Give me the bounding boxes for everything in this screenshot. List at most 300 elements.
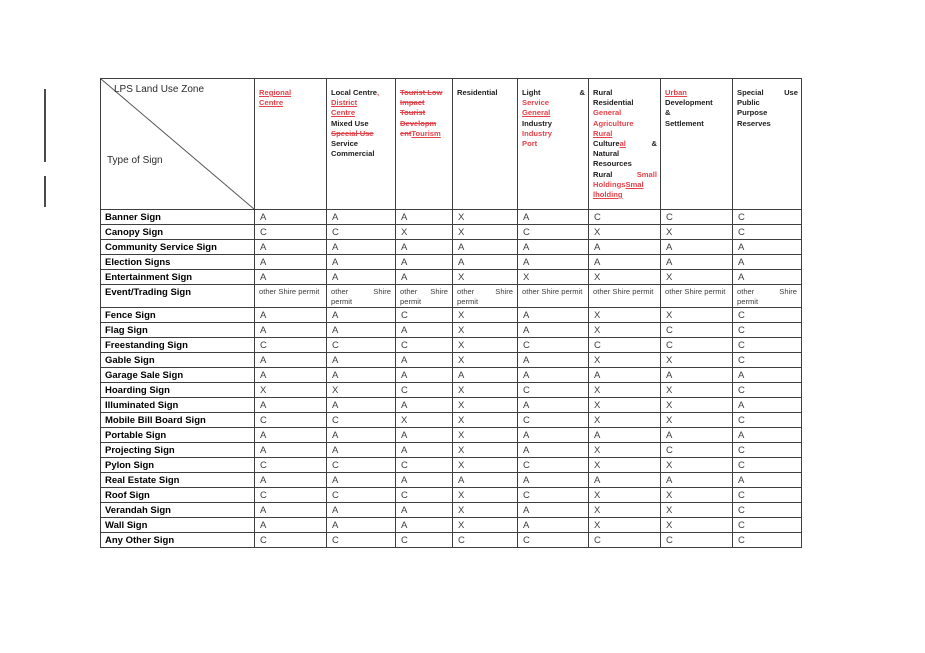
permission-cell: C [518, 488, 589, 503]
corner-header-cell [101, 79, 255, 210]
zone-header-line [593, 139, 657, 149]
permission-cell: C [733, 383, 802, 398]
zone-header-line [522, 108, 585, 118]
permission-cell: X [589, 518, 661, 533]
permission-cell: X [327, 383, 396, 398]
sign-type-label: Illuminated Sign [101, 398, 255, 413]
zone-header-local-centre-district-centre [327, 79, 396, 210]
zone-name-segment: Purpose [737, 108, 768, 118]
zone-name-segment: Tourist [400, 108, 426, 118]
permission-cell: C [733, 443, 802, 458]
zone-header-line [593, 190, 657, 200]
permission-cell: A [733, 255, 802, 270]
zone-name-segment: Resources [593, 159, 632, 169]
permission-cell: A [453, 368, 518, 383]
permission-cell: X [453, 488, 518, 503]
permission-cell: X [453, 338, 518, 353]
corner-label-type-of-sign: Type of Sign [107, 155, 163, 166]
permission-cell: C [733, 488, 802, 503]
permission-cell: X [396, 225, 453, 240]
permission-cell: C [733, 518, 802, 533]
permission-cell: C [327, 413, 396, 428]
permission-cell: C [255, 533, 327, 548]
sign-type-label: Verandah Sign [101, 503, 255, 518]
permission-cell: C [733, 413, 802, 428]
zone-name-segment: Port [522, 139, 538, 149]
permission-cell: C [661, 323, 733, 338]
permission-cell: A [327, 473, 396, 488]
permission-cell: C [255, 225, 327, 240]
zone-header-line [522, 119, 585, 129]
permission-cell: A [518, 240, 589, 255]
zone-header-line [331, 108, 392, 118]
permission-cell: other Shire permit [327, 285, 396, 308]
table-row [101, 443, 802, 458]
permission-cell: A [518, 518, 589, 533]
zone-name-segment: Holdings [593, 179, 626, 189]
permission-cell: C [733, 210, 802, 225]
permission-cell: A [255, 503, 327, 518]
sign-type-label: Flag Sign [101, 323, 255, 338]
zone-header-line [522, 129, 585, 139]
permission-cell: X [589, 308, 661, 323]
permission-cell: other Shire permit [518, 285, 589, 308]
permission-cell: A [589, 473, 661, 488]
table-row [101, 353, 802, 368]
permission-cell: A [396, 503, 453, 518]
sign-type-label: Freestanding Sign [101, 338, 255, 353]
table-row [101, 518, 802, 533]
zone-header-line [522, 88, 585, 98]
permission-cell: A [396, 473, 453, 488]
table-row [101, 210, 802, 225]
zone-header-line [331, 98, 392, 108]
permission-cell: A [327, 240, 396, 255]
zone-name-segment: Smal [625, 179, 644, 189]
permission-cell: X [589, 353, 661, 368]
zone-header-line [737, 88, 798, 98]
permission-cell: A [518, 368, 589, 383]
table-row [101, 368, 802, 383]
permission-cell: A [255, 368, 327, 383]
zone-header-line [593, 119, 657, 129]
zone-header-line [737, 119, 798, 129]
permission-cell: C [396, 458, 453, 473]
permission-cell: C [327, 338, 396, 353]
permission-cell: X [589, 270, 661, 285]
permission-cell: A [255, 428, 327, 443]
permission-cell: X [453, 443, 518, 458]
permission-cell: A [396, 518, 453, 533]
zone-header-line [400, 98, 449, 108]
permission-cell: X [589, 488, 661, 503]
permission-cell: A [327, 308, 396, 323]
sign-type-label: Community Service Sign [101, 240, 255, 255]
zone-name-segment: Agriculture [593, 118, 634, 128]
zone-header-line [522, 98, 585, 108]
zone-header-line [665, 98, 729, 108]
zone-name-segment: & [579, 88, 585, 97]
permission-cell: A [661, 368, 733, 383]
permission-cell: A [518, 503, 589, 518]
sign-type-label: Portable Sign [101, 428, 255, 443]
permission-cell: A [518, 443, 589, 458]
permission-cell: C [518, 383, 589, 398]
sign-type-label: Entertainment Sign [101, 270, 255, 285]
zone-name-segment: Natural [593, 149, 620, 159]
sign-type-label: Election Signs [101, 255, 255, 270]
permission-cell: X [255, 383, 327, 398]
revision-change-bar [44, 89, 46, 162]
permission-cell: C [733, 503, 802, 518]
zone-name-segment: General [522, 108, 551, 118]
permission-cell: C [518, 413, 589, 428]
permission-cell: X [453, 428, 518, 443]
zone-name-segment: ent [400, 128, 412, 138]
sign-type-label: Projecting Sign [101, 443, 255, 458]
permission-cell: A [396, 443, 453, 458]
table-row [101, 285, 802, 308]
permission-cell: A [255, 210, 327, 225]
permission-cell: X [661, 270, 733, 285]
zone-header-urban-development [661, 79, 733, 210]
permission-cell: C [733, 308, 802, 323]
permission-cell: X [453, 323, 518, 338]
permission-cell: X [453, 398, 518, 413]
permission-cell: C [518, 225, 589, 240]
zone-header-line [593, 180, 657, 190]
permission-cell: A [518, 323, 589, 338]
table-row [101, 308, 802, 323]
permission-cell: C [733, 353, 802, 368]
zone-header-line [259, 88, 323, 98]
permission-cell: A [396, 323, 453, 338]
permission-cell: A [733, 398, 802, 413]
permission-cell: A [396, 210, 453, 225]
permission-cell: A [396, 270, 453, 285]
permission-cell: X [661, 488, 733, 503]
zone-header-line [400, 88, 449, 98]
table-row [101, 458, 802, 473]
sign-type-label: Fence Sign [101, 308, 255, 323]
permission-cell: A [255, 323, 327, 338]
zone-header-line [331, 139, 392, 149]
permission-cell: other Shire permit [453, 285, 518, 308]
zone-header-line [400, 108, 449, 118]
permission-cell: C [518, 533, 589, 548]
permission-cell: C [255, 413, 327, 428]
permission-cell: A [327, 255, 396, 270]
zone-name-segment: & [651, 139, 657, 149]
zone-header-line [331, 129, 392, 139]
zone-name-segment: Commercial [331, 149, 375, 159]
zone-name-segment: Tourist Low [400, 88, 443, 97]
zone-header-line [400, 119, 449, 129]
sign-type-label: Banner Sign [101, 210, 255, 225]
permission-cell: other Shire permit [733, 285, 802, 308]
permission-cell: C [396, 383, 453, 398]
zone-header-special-use-public-purpose [733, 79, 802, 210]
permission-cell: A [518, 398, 589, 413]
diagonal-divider [101, 79, 254, 209]
sign-type-label: Gable Sign [101, 353, 255, 368]
permission-cell: A [327, 210, 396, 225]
permission-cell: X [661, 503, 733, 518]
permission-cell: C [255, 338, 327, 353]
table-row [101, 270, 802, 285]
permission-cell: A [255, 270, 327, 285]
permission-cell: A [396, 428, 453, 443]
permission-cell: other Shire permit [396, 285, 453, 308]
zone-header-line [665, 88, 729, 98]
permission-cell: X [589, 225, 661, 240]
permission-cell: X [589, 413, 661, 428]
sign-permissions-table [100, 78, 802, 548]
permission-cell: C [453, 533, 518, 548]
permission-cell: A [589, 255, 661, 270]
zone-name-segment: Service [331, 139, 359, 149]
permission-cell: X [589, 503, 661, 518]
zone-name-segment: Light [522, 88, 541, 97]
permission-cell: A [733, 270, 802, 285]
permission-cell: C [733, 225, 802, 240]
zone-header-residential [453, 79, 518, 210]
permission-cell: C [396, 533, 453, 548]
sign-type-label: Wall Sign [101, 518, 255, 533]
zone-header-line [259, 98, 323, 108]
permission-cell: C [661, 533, 733, 548]
permission-cell: A [661, 255, 733, 270]
permission-cell: A [327, 368, 396, 383]
permission-cell: X [589, 398, 661, 413]
zone-name-segment: Centre [259, 98, 284, 108]
permission-cell: A [396, 368, 453, 383]
permission-cell: C [327, 488, 396, 503]
zone-name-segment: Tourism [411, 128, 441, 138]
permission-cell: A [661, 473, 733, 488]
zone-header-line [331, 119, 392, 129]
sign-type-label: Garage Sale Sign [101, 368, 255, 383]
permission-cell: A [396, 240, 453, 255]
permission-cell: X [661, 398, 733, 413]
zone-name-segment: Mixed Use [331, 118, 369, 128]
permission-cell: A [589, 240, 661, 255]
permission-cell: C [733, 338, 802, 353]
permission-cell: X [661, 308, 733, 323]
permission-cell: A [255, 473, 327, 488]
permission-cell: A [733, 473, 802, 488]
permission-cell: X [518, 270, 589, 285]
zone-name-segment: Developm [400, 118, 437, 128]
table-row [101, 323, 802, 338]
zone-name-segment: Local Centre [331, 88, 377, 97]
zone-name-segment: Culture [593, 139, 620, 149]
zone-name-segment: Regional [259, 88, 292, 97]
zone-header-line [400, 129, 449, 139]
zone-header-line [522, 139, 585, 149]
permission-cell: X [589, 458, 661, 473]
zone-name-segment: Rural [593, 88, 613, 97]
zone-name-segment: Industry [522, 118, 552, 128]
zone-name-segment: Centre [331, 108, 356, 118]
permission-cell: X [661, 518, 733, 533]
permission-cell: C [733, 323, 802, 338]
permission-cell: A [396, 398, 453, 413]
permission-cell: A [661, 428, 733, 443]
permission-cell: A [518, 308, 589, 323]
zone-name-segment: Use [784, 88, 798, 97]
zone-header-regional-centre [255, 79, 327, 210]
permission-cell: C [589, 210, 661, 225]
zone-header-tourist-tourism [396, 79, 453, 210]
table-row [101, 533, 802, 548]
zone-name-segment: , [377, 88, 380, 97]
zone-header-line [331, 88, 392, 98]
zone-header-row [101, 79, 802, 210]
permission-cell: C [661, 338, 733, 353]
permission-cell: C [518, 458, 589, 473]
zone-name-segment: Residential [593, 98, 634, 108]
permission-cell: other Shire permit [255, 285, 327, 308]
zone-name-segment: Impact [400, 98, 425, 108]
zone-header-rural-residential [589, 79, 661, 210]
permission-cell: X [661, 458, 733, 473]
permission-cell: X [589, 383, 661, 398]
permission-cell: A [327, 398, 396, 413]
permission-cell: A [733, 428, 802, 443]
permission-cell: C [661, 210, 733, 225]
permission-cell: A [733, 368, 802, 383]
zone-name-segment: Urban [665, 88, 687, 97]
permission-cell: A [327, 428, 396, 443]
permission-cell: C [255, 458, 327, 473]
zone-header-line [593, 98, 657, 108]
table-row [101, 225, 802, 240]
permission-cell: X [453, 308, 518, 323]
sign-type-label: Any Other Sign [101, 533, 255, 548]
sign-type-label: Pylon Sign [101, 458, 255, 473]
permission-cell: X [661, 383, 733, 398]
zone-header-line [593, 170, 657, 180]
permission-cell: X [453, 270, 518, 285]
sign-type-label: Real Estate Sign [101, 473, 255, 488]
permission-cell: A [518, 473, 589, 488]
permission-cell: A [327, 503, 396, 518]
zone-header-light-industry [518, 79, 589, 210]
permission-cell: A [396, 353, 453, 368]
permission-cell: X [453, 518, 518, 533]
zone-name-segment: Public [737, 98, 760, 108]
permission-cell: A [327, 270, 396, 285]
permission-cell: X [589, 323, 661, 338]
permission-cell: X [453, 503, 518, 518]
permission-cell: X [453, 413, 518, 428]
permission-cell: C [396, 338, 453, 353]
zone-header-line [331, 149, 392, 159]
permission-cell: C [589, 338, 661, 353]
permission-cell: X [453, 383, 518, 398]
permission-cell: A [255, 443, 327, 458]
permission-cell: X [589, 443, 661, 458]
table-row [101, 428, 802, 443]
permission-cell: A [255, 518, 327, 533]
permission-cell: C [589, 533, 661, 548]
sign-type-label: Hoarding Sign [101, 383, 255, 398]
zone-header-line [457, 88, 514, 98]
permission-cell: A [518, 255, 589, 270]
permission-cell: C [327, 533, 396, 548]
permission-cell: X [661, 353, 733, 368]
permission-cell: A [327, 518, 396, 533]
zone-name-segment: Reserves [737, 118, 771, 128]
permission-cell: A [255, 353, 327, 368]
permission-cell: C [733, 458, 802, 473]
permission-cell: A [589, 368, 661, 383]
table-row [101, 255, 802, 270]
sign-type-label: Event/Trading Sign [101, 285, 255, 308]
zone-name-segment: Settlement [665, 118, 704, 128]
zone-header-line [737, 108, 798, 118]
permission-cell: X [453, 225, 518, 240]
zone-name-segment: & [665, 108, 671, 118]
table-row [101, 240, 802, 255]
zone-name-segment: lholding [593, 190, 623, 200]
zone-header-line [737, 98, 798, 108]
zone-header-line [593, 159, 657, 169]
zone-name-segment: Small [636, 169, 657, 179]
sign-type-label: Canopy Sign [101, 225, 255, 240]
permission-cell: X [453, 210, 518, 225]
sign-type-label: Mobile Bill Board Sign [101, 413, 255, 428]
zone-name-segment: Residential [457, 88, 498, 97]
permission-cell: A [255, 255, 327, 270]
permission-cell: other Shire permit [589, 285, 661, 308]
permission-cell: C [733, 533, 802, 548]
table-row [101, 473, 802, 488]
table-row [101, 488, 802, 503]
permission-cell: C [396, 308, 453, 323]
permission-cell: C [661, 443, 733, 458]
zone-name-segment: Development [665, 98, 713, 108]
permission-cell: A [453, 473, 518, 488]
permission-cell: A [589, 428, 661, 443]
zone-header-line [593, 108, 657, 118]
permission-cell: A [327, 353, 396, 368]
zone-name-segment: Special Use [331, 128, 374, 138]
zone-header-line [665, 108, 729, 118]
permission-cell: X [453, 353, 518, 368]
zone-header-line [593, 88, 657, 98]
zone-name-segment: Rural [593, 128, 613, 138]
permission-cell: X [661, 225, 733, 240]
permission-cell: A [327, 443, 396, 458]
permission-cell: A [396, 255, 453, 270]
permission-cell: other Shire permit [661, 285, 733, 308]
permission-cell: C [327, 225, 396, 240]
table-row [101, 383, 802, 398]
zone-name-segment: District [331, 98, 358, 108]
zone-header-line [593, 149, 657, 159]
zone-header-line [593, 129, 657, 139]
zone-name-segment: Special [737, 88, 764, 97]
permission-cell: A [733, 240, 802, 255]
permission-cell: C [518, 338, 589, 353]
zone-name-segment: Service [522, 98, 550, 108]
permission-cell: X [396, 413, 453, 428]
permission-cell: A [453, 240, 518, 255]
permission-cell: A [327, 323, 396, 338]
permission-cell: C [255, 488, 327, 503]
